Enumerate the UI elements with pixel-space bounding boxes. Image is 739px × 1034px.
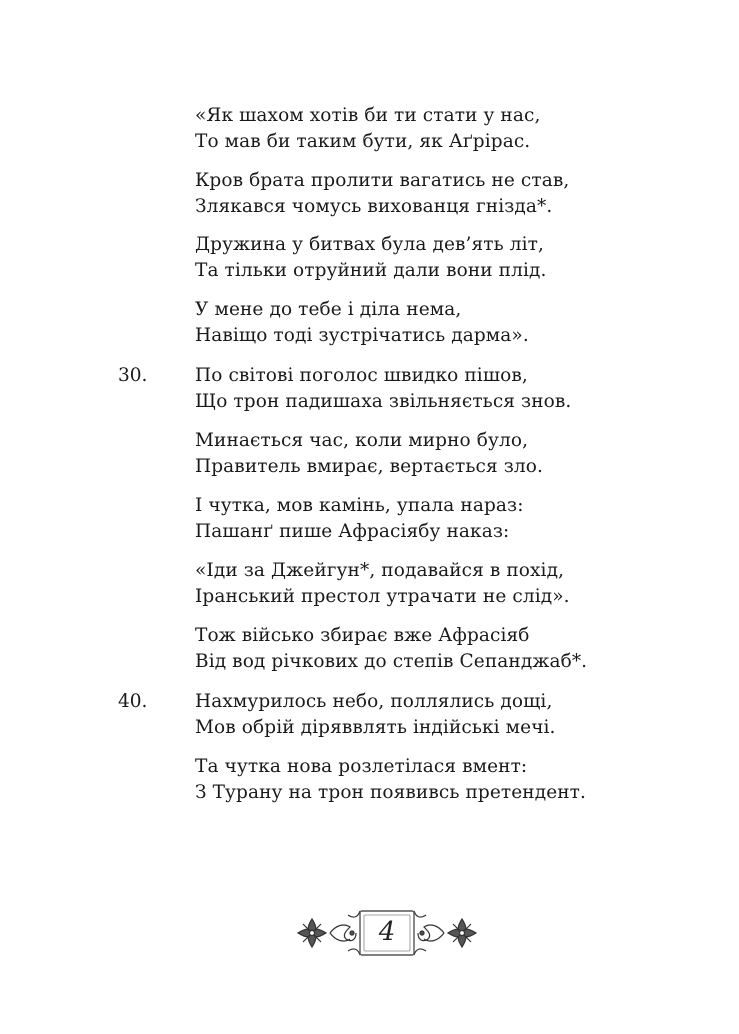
stanza	[118, 689, 675, 741]
stanza	[195, 754, 675, 806]
stanza	[195, 493, 675, 545]
stanza	[195, 558, 675, 610]
verse-line: Та чутка нова розлетілася вмент:	[195, 756, 528, 777]
verse-line: У мене до тебе і діла нема,	[195, 299, 462, 320]
line-number: 30.	[118, 365, 148, 386]
verse-line: Навіщо тоді зустрічатись дарма».	[195, 325, 529, 346]
verse-line: З Турану на трон появивсь претендент.	[195, 782, 586, 803]
stanza	[195, 428, 675, 480]
verse-line: І чутка, мов камінь, упала нараз:	[195, 495, 524, 516]
verse-line: Від вод річкових до степів Сепанджаб*.	[195, 651, 588, 672]
verse-line: Минається час, коли мирно було,	[195, 430, 529, 451]
verse-line: Та тільки отруйний дали вони плід.	[195, 260, 547, 281]
stanza	[195, 168, 675, 220]
line-number: 40.	[118, 691, 148, 712]
verse-line: «Іди за Джейгун*, подавайся в похід,	[195, 560, 565, 581]
verse-line: Пашанґ пише Афрасіябу наказ:	[195, 521, 510, 542]
verse-line: Тож військо збирає вже Афрасіяб	[195, 625, 530, 646]
verse-line: Дружина у битвах була дев’ять літ,	[195, 234, 544, 255]
verse-line: Іранський престол утрачати не слід».	[195, 586, 570, 607]
verse-line: По світові поголос швидко пішов,	[195, 365, 528, 386]
stanza	[195, 297, 675, 349]
verse-line: Правитель вмирає, вертається зло.	[195, 456, 543, 477]
verse-line: То мав би таким бути, як Аґрірас.	[195, 131, 531, 152]
stanza	[195, 103, 675, 155]
verse-line: «Як шахом хотів би ти стати у нас,	[195, 105, 541, 126]
stanza	[195, 232, 675, 284]
verse-line: Кров брата пролити вагатись не став,	[195, 170, 570, 191]
verse-line: Злякався чомусь вихованця гнізда*.	[195, 196, 553, 217]
stanza	[195, 623, 675, 675]
verse-line: Що трон падишаха звільняється знов.	[195, 391, 572, 412]
verse-line: Нахмурилось небо, поллялись дощі,	[195, 691, 553, 712]
page-number: 4	[378, 917, 396, 947]
stanza	[118, 363, 675, 415]
verse-line: Мов обрій діряввлять індійські мечі.	[195, 717, 556, 738]
